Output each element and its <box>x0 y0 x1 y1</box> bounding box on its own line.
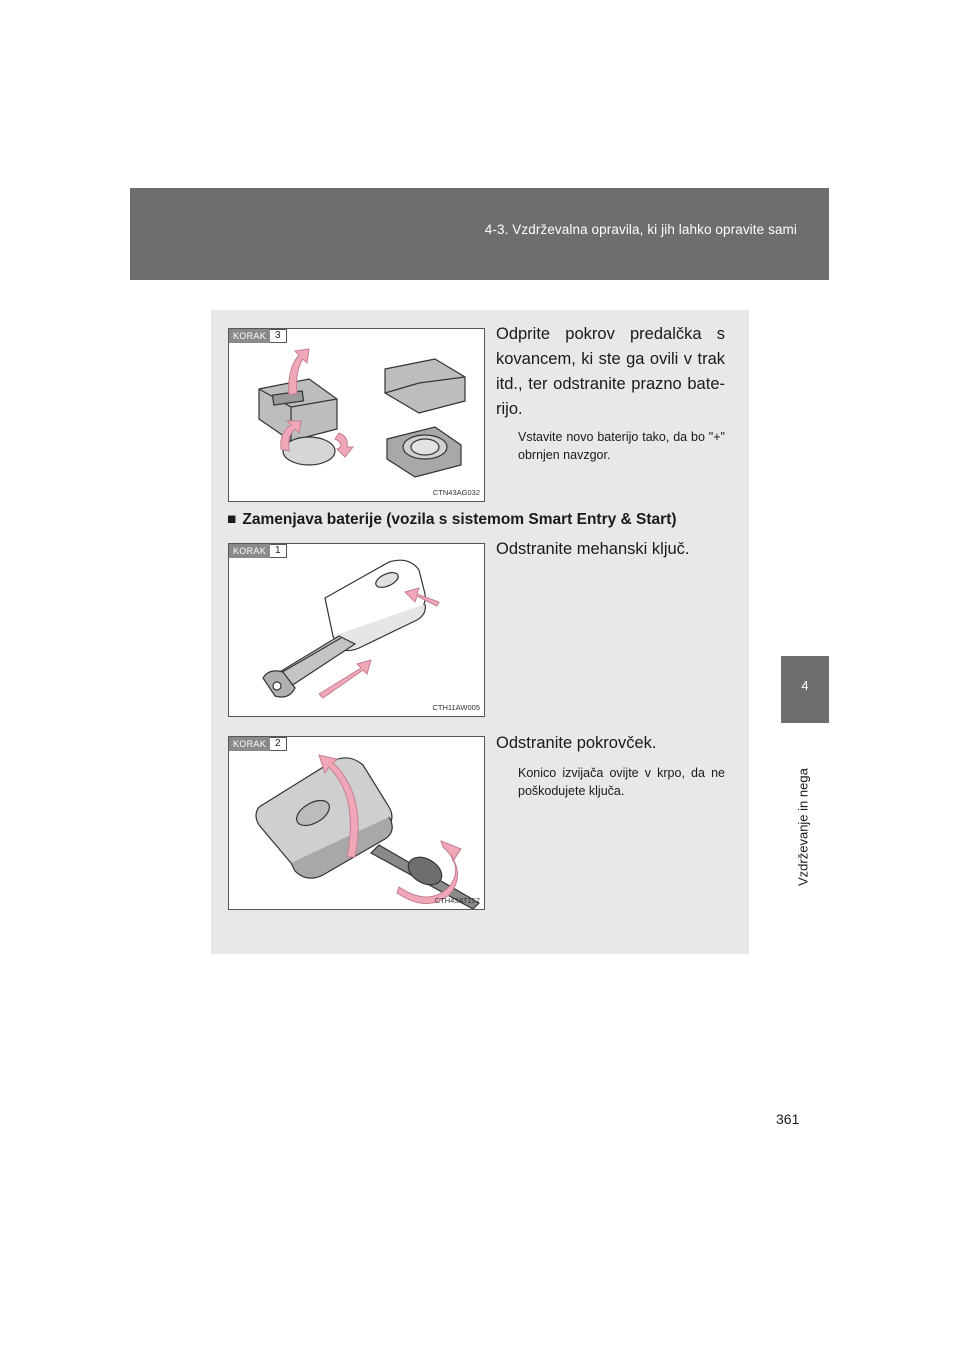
korak-word: KORAK <box>229 737 270 751</box>
step-2-text: Odstranite pokrovček. <box>496 734 657 752</box>
step-3-note: Vstavite novo baterijo tako, da bo "+" obrnjen navzgor. <box>518 430 725 462</box>
figure-code: CTH43AT157 <box>434 896 480 905</box>
section-heading-text: Zamenjava baterije (vozila s sistemom Smart Entry & Start) <box>242 511 677 528</box>
figure-code: CTN43AG032 <box>432 488 480 497</box>
chapter-side-label: Vzdrževanje in nega <box>795 768 811 886</box>
step-2-note: Konico izvijača ovijte v krpo, da ne poškodujete ključa. <box>518 766 725 798</box>
figure-step-3 <box>228 328 485 502</box>
figure-code: CTH11AW005 <box>432 703 480 712</box>
step-1-text: Odstranite mehanski ključ. <box>496 540 690 558</box>
korak-word: KORAK <box>229 544 270 558</box>
korak-number: 2 <box>270 737 287 751</box>
korak-number: 1 <box>270 544 287 558</box>
battery-cover-illustration <box>229 329 484 501</box>
chapter-tab <box>781 656 829 723</box>
page-number: 361 <box>776 1111 800 1127</box>
section-heading <box>227 511 677 529</box>
mechanical-key-illustration <box>229 544 484 716</box>
header-bar <box>130 188 829 280</box>
korak-number: 3 <box>270 329 287 343</box>
chapter-number: 4 <box>801 678 809 693</box>
figure-step-1 <box>228 543 485 717</box>
chapter-title: 4-3. Vzdrževalna opravila, ki jih lahko opravite sami <box>484 222 797 237</box>
section-bullet: ■ <box>227 511 237 528</box>
step-3-text: Odprite pokrov predalčka s kovancem, ki ste ga ovili v trak itd., ter odstranite prazno bate-rijo. <box>496 325 725 418</box>
key-cover-illustration <box>229 737 484 909</box>
figure-step-2 <box>228 736 485 910</box>
korak-word: KORAK <box>229 329 270 343</box>
